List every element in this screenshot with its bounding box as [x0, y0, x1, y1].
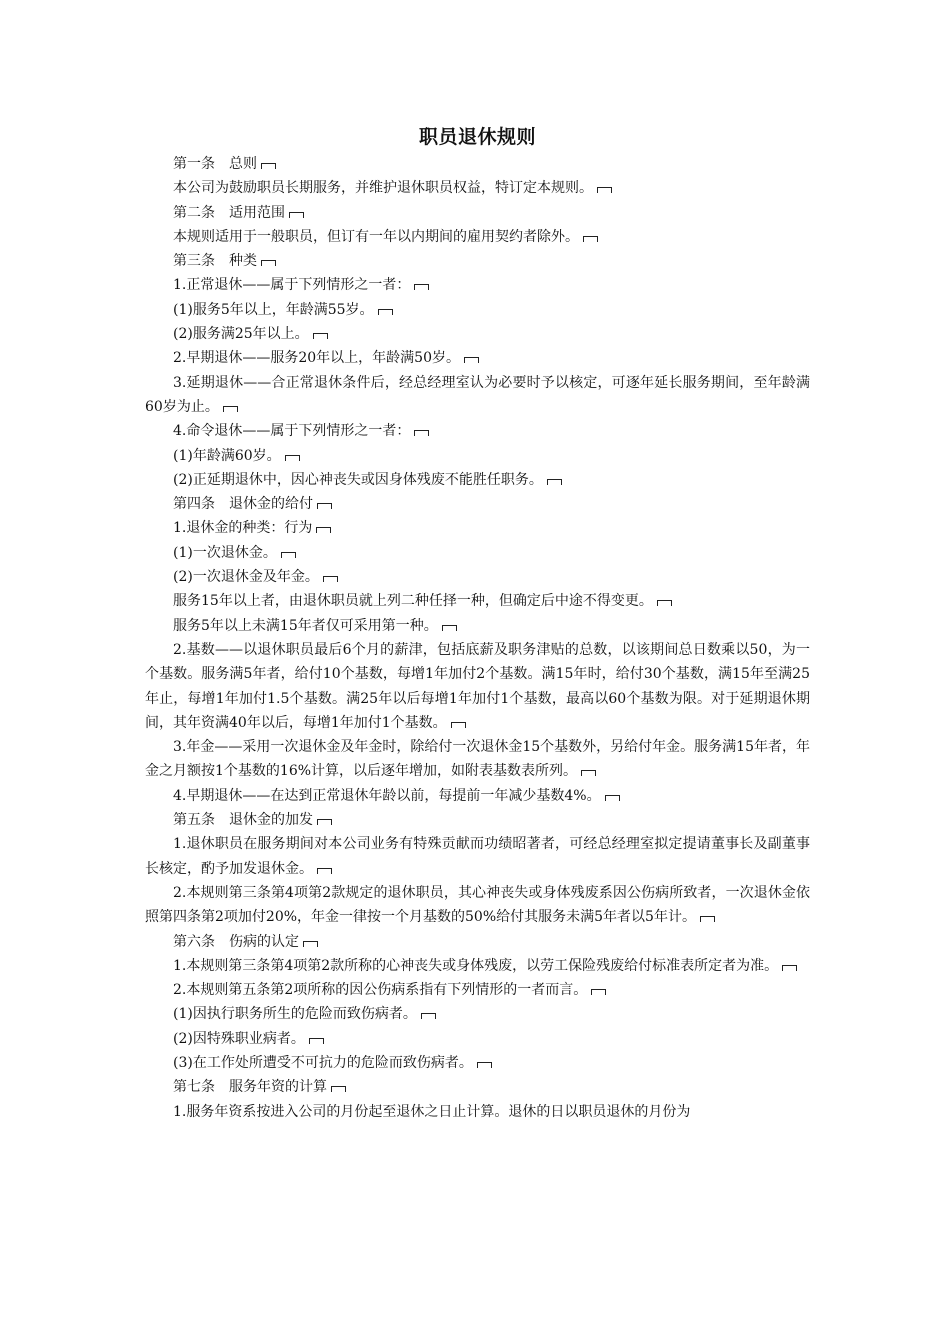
paragraph — [145, 1051, 810, 1075]
paragraph-text: 1.本规则第三条第4项第2款所称的心神丧失或身体残废，以劳工保险残废给付标准表所定者为准。 — [173, 957, 779, 974]
paragraph-text: (2)正延期退休中，因心神丧失或因身体残废不能胜任职务。 — [173, 471, 543, 488]
paragraph-text: (1)因执行职务所生的危险而致伤病者。 — [173, 1006, 417, 1023]
paragraph — [145, 808, 810, 832]
paragraph-mark-icon — [313, 333, 328, 339]
paragraph-mark-icon — [597, 187, 612, 193]
paragraph-mark-icon — [261, 260, 276, 266]
paragraph-mark-icon — [261, 163, 276, 169]
paragraph-mark-icon — [289, 212, 304, 218]
paragraph — [145, 954, 810, 978]
paragraph — [145, 1075, 810, 1099]
paragraph-mark-icon — [782, 965, 797, 971]
paragraph-mark-icon — [285, 455, 300, 461]
paragraph — [145, 371, 810, 420]
paragraph-mark-icon — [591, 989, 606, 995]
paragraph-text: (1)一次退休金。 — [173, 544, 277, 561]
paragraph — [145, 298, 810, 322]
paragraph-mark-icon — [581, 770, 596, 776]
paragraph-text: (2)一次退休金及年金。 — [173, 569, 319, 586]
paragraph-mark-icon — [477, 1062, 492, 1068]
document-title: 职员退休规则 — [418, 126, 536, 148]
paragraph-mark-icon — [442, 625, 457, 631]
paragraph — [145, 346, 810, 370]
paragraph — [145, 249, 810, 273]
paragraph-mark-icon — [303, 941, 318, 947]
paragraph-text: 第七条 服务年资的计算 — [173, 1079, 327, 1096]
paragraph — [145, 176, 810, 200]
paragraph-text: 第二条 适用范围 — [173, 204, 285, 221]
paragraph-text: 第三条 种类 — [173, 253, 257, 270]
paragraph — [145, 784, 810, 808]
document-body — [145, 152, 810, 1124]
paragraph — [145, 419, 810, 443]
paragraph-text: 2.本规则第三条第4项第2款规定的退休职员，其心神丧失或身体残废系因公伤病所致者，一次退休金依照第四条第2项加付20%，年金一律按一个月基数的50%给付其服务未满5年者以5年计。 — [145, 884, 810, 926]
paragraph — [145, 541, 810, 565]
paragraph-text: 1.正常退休——属于下列情形之一者： — [173, 277, 411, 294]
paragraph — [145, 322, 810, 346]
paragraph-text: 2.本规则第五条第2项所称的因公伤病系指有下列情形的一者而言。 — [173, 982, 588, 999]
document-page — [145, 122, 810, 1124]
paragraph — [145, 735, 810, 784]
paragraph — [145, 978, 810, 1002]
paragraph-mark-icon — [281, 552, 296, 558]
paragraph — [145, 930, 810, 954]
paragraph-mark-icon — [317, 503, 332, 509]
paragraph-text: 4.早期退休——在达到正常退休年龄以前，每提前一年减少基数4%。 — [173, 787, 601, 804]
paragraph-text: 2.基数——以退休职员最后6个月的薪津，包括底薪及职务津贴的总数，以该期间总日数乘以50，为一个基数。服务满5年者，给付10个基数，每增1年加付2个基数。满15年时，给付30个基数，满15年至满25年止，每增1年加付1.5个基数。满25年以后每增1年加付1个基数，最高以60个基数为限。对于延期退休期间，其年资满40年以后，每增1年加付1个基数。 — [145, 641, 810, 731]
paragraph — [145, 589, 810, 613]
paragraph-mark-icon — [331, 1086, 346, 1092]
paragraph-text: 3.年金——采用一次退休金及年金时，除给付一次退休金15个基数外，另给付年金。服务满15年者，年金之月额按1个基数的16%计算，以后逐年增加，如附表基数表所列。 — [145, 739, 810, 780]
paragraph-mark-icon — [700, 916, 715, 922]
paragraph-text: (1)年龄满60岁。 — [173, 447, 281, 464]
paragraph-text: 服务5年以上未满15年者仅可采用第一种。 — [173, 617, 438, 634]
paragraph-text: 本公司为鼓励职员长期服务，并维护退休职员权益，特订定本规则。 — [173, 180, 593, 197]
paragraph-mark-icon — [316, 527, 331, 533]
paragraph-text: 第一条 总则 — [173, 156, 257, 172]
paragraph-mark-icon — [223, 406, 238, 412]
paragraph-text: 1.退休金的种类：行为 — [173, 520, 313, 537]
paragraph — [145, 201, 810, 225]
paragraph-text: 4.命令退休——属于下列情形之一者： — [173, 423, 411, 440]
paragraph — [145, 614, 810, 638]
paragraph — [145, 516, 810, 540]
paragraph — [145, 492, 810, 516]
paragraph-text: 第五条 退休金的加发 — [173, 812, 313, 829]
paragraph-text: (3)在工作处所遭受不可抗力的危险而致伤病者。 — [173, 1054, 473, 1071]
paragraph — [145, 152, 810, 176]
paragraph-mark-icon — [317, 819, 332, 825]
paragraph-mark-icon — [605, 795, 620, 801]
paragraph — [145, 832, 810, 881]
paragraph-mark-icon — [547, 479, 562, 485]
paragraph-mark-icon — [309, 1038, 324, 1044]
paragraph-mark-icon — [414, 284, 429, 290]
paragraph — [145, 468, 810, 492]
paragraph-text: (2)因特殊职业病者。 — [173, 1030, 305, 1047]
paragraph-mark-icon — [317, 868, 332, 874]
paragraph-mark-icon — [414, 430, 429, 436]
paragraph — [145, 1002, 810, 1026]
paragraph — [145, 273, 810, 297]
paragraph-text: (1)服务5年以上，年龄满55岁。 — [173, 301, 374, 318]
paragraph-mark-icon — [323, 576, 338, 582]
paragraph-mark-icon — [421, 1013, 436, 1019]
paragraph-text: 2.早期退休——服务20年以上，年龄满50岁。 — [173, 350, 460, 367]
paragraph — [145, 225, 810, 249]
paragraph-mark-icon — [464, 357, 479, 363]
paragraph-text: 第四条 退休金的给付 — [173, 496, 313, 513]
paragraph-text: 3.延期退休——合正常退休条件后，经总经理室认为必要时予以核定，可逐年延长服务期间，至年龄满60岁为止。 — [145, 374, 810, 415]
paragraph — [145, 444, 810, 468]
paragraph-text: 1.服务年资系按进入公司的月份起至退休之日止计算。退休的日以职员退休的月份为 — [173, 1103, 691, 1120]
paragraph-mark-icon — [583, 236, 598, 242]
paragraph-mark-icon — [451, 722, 466, 728]
paragraph — [145, 1100, 810, 1124]
paragraph — [145, 1027, 810, 1051]
paragraph-text: 服务15年以上者，由退休职员就上列二种任择一种，但确定后中途不得变更。 — [173, 593, 653, 610]
paragraph-text: 1.退休职员在服务期间对本公司业务有特殊贡献而功绩昭著者，可经总经理室拟定提请董事长及副董事长核定，酌予加发退休金。 — [145, 836, 810, 877]
paragraph-text: 第六条 伤病的认定 — [173, 933, 299, 950]
paragraph-text: 本规则适用于一般职员，但订有一年以内期间的雇用契约者除外。 — [173, 228, 579, 245]
paragraph — [145, 638, 810, 735]
paragraph — [145, 565, 810, 589]
paragraph — [145, 881, 810, 930]
paragraph-mark-icon — [378, 309, 393, 315]
paragraph-text: (2)服务满25年以上。 — [173, 326, 309, 343]
paragraph-mark-icon — [657, 600, 672, 606]
